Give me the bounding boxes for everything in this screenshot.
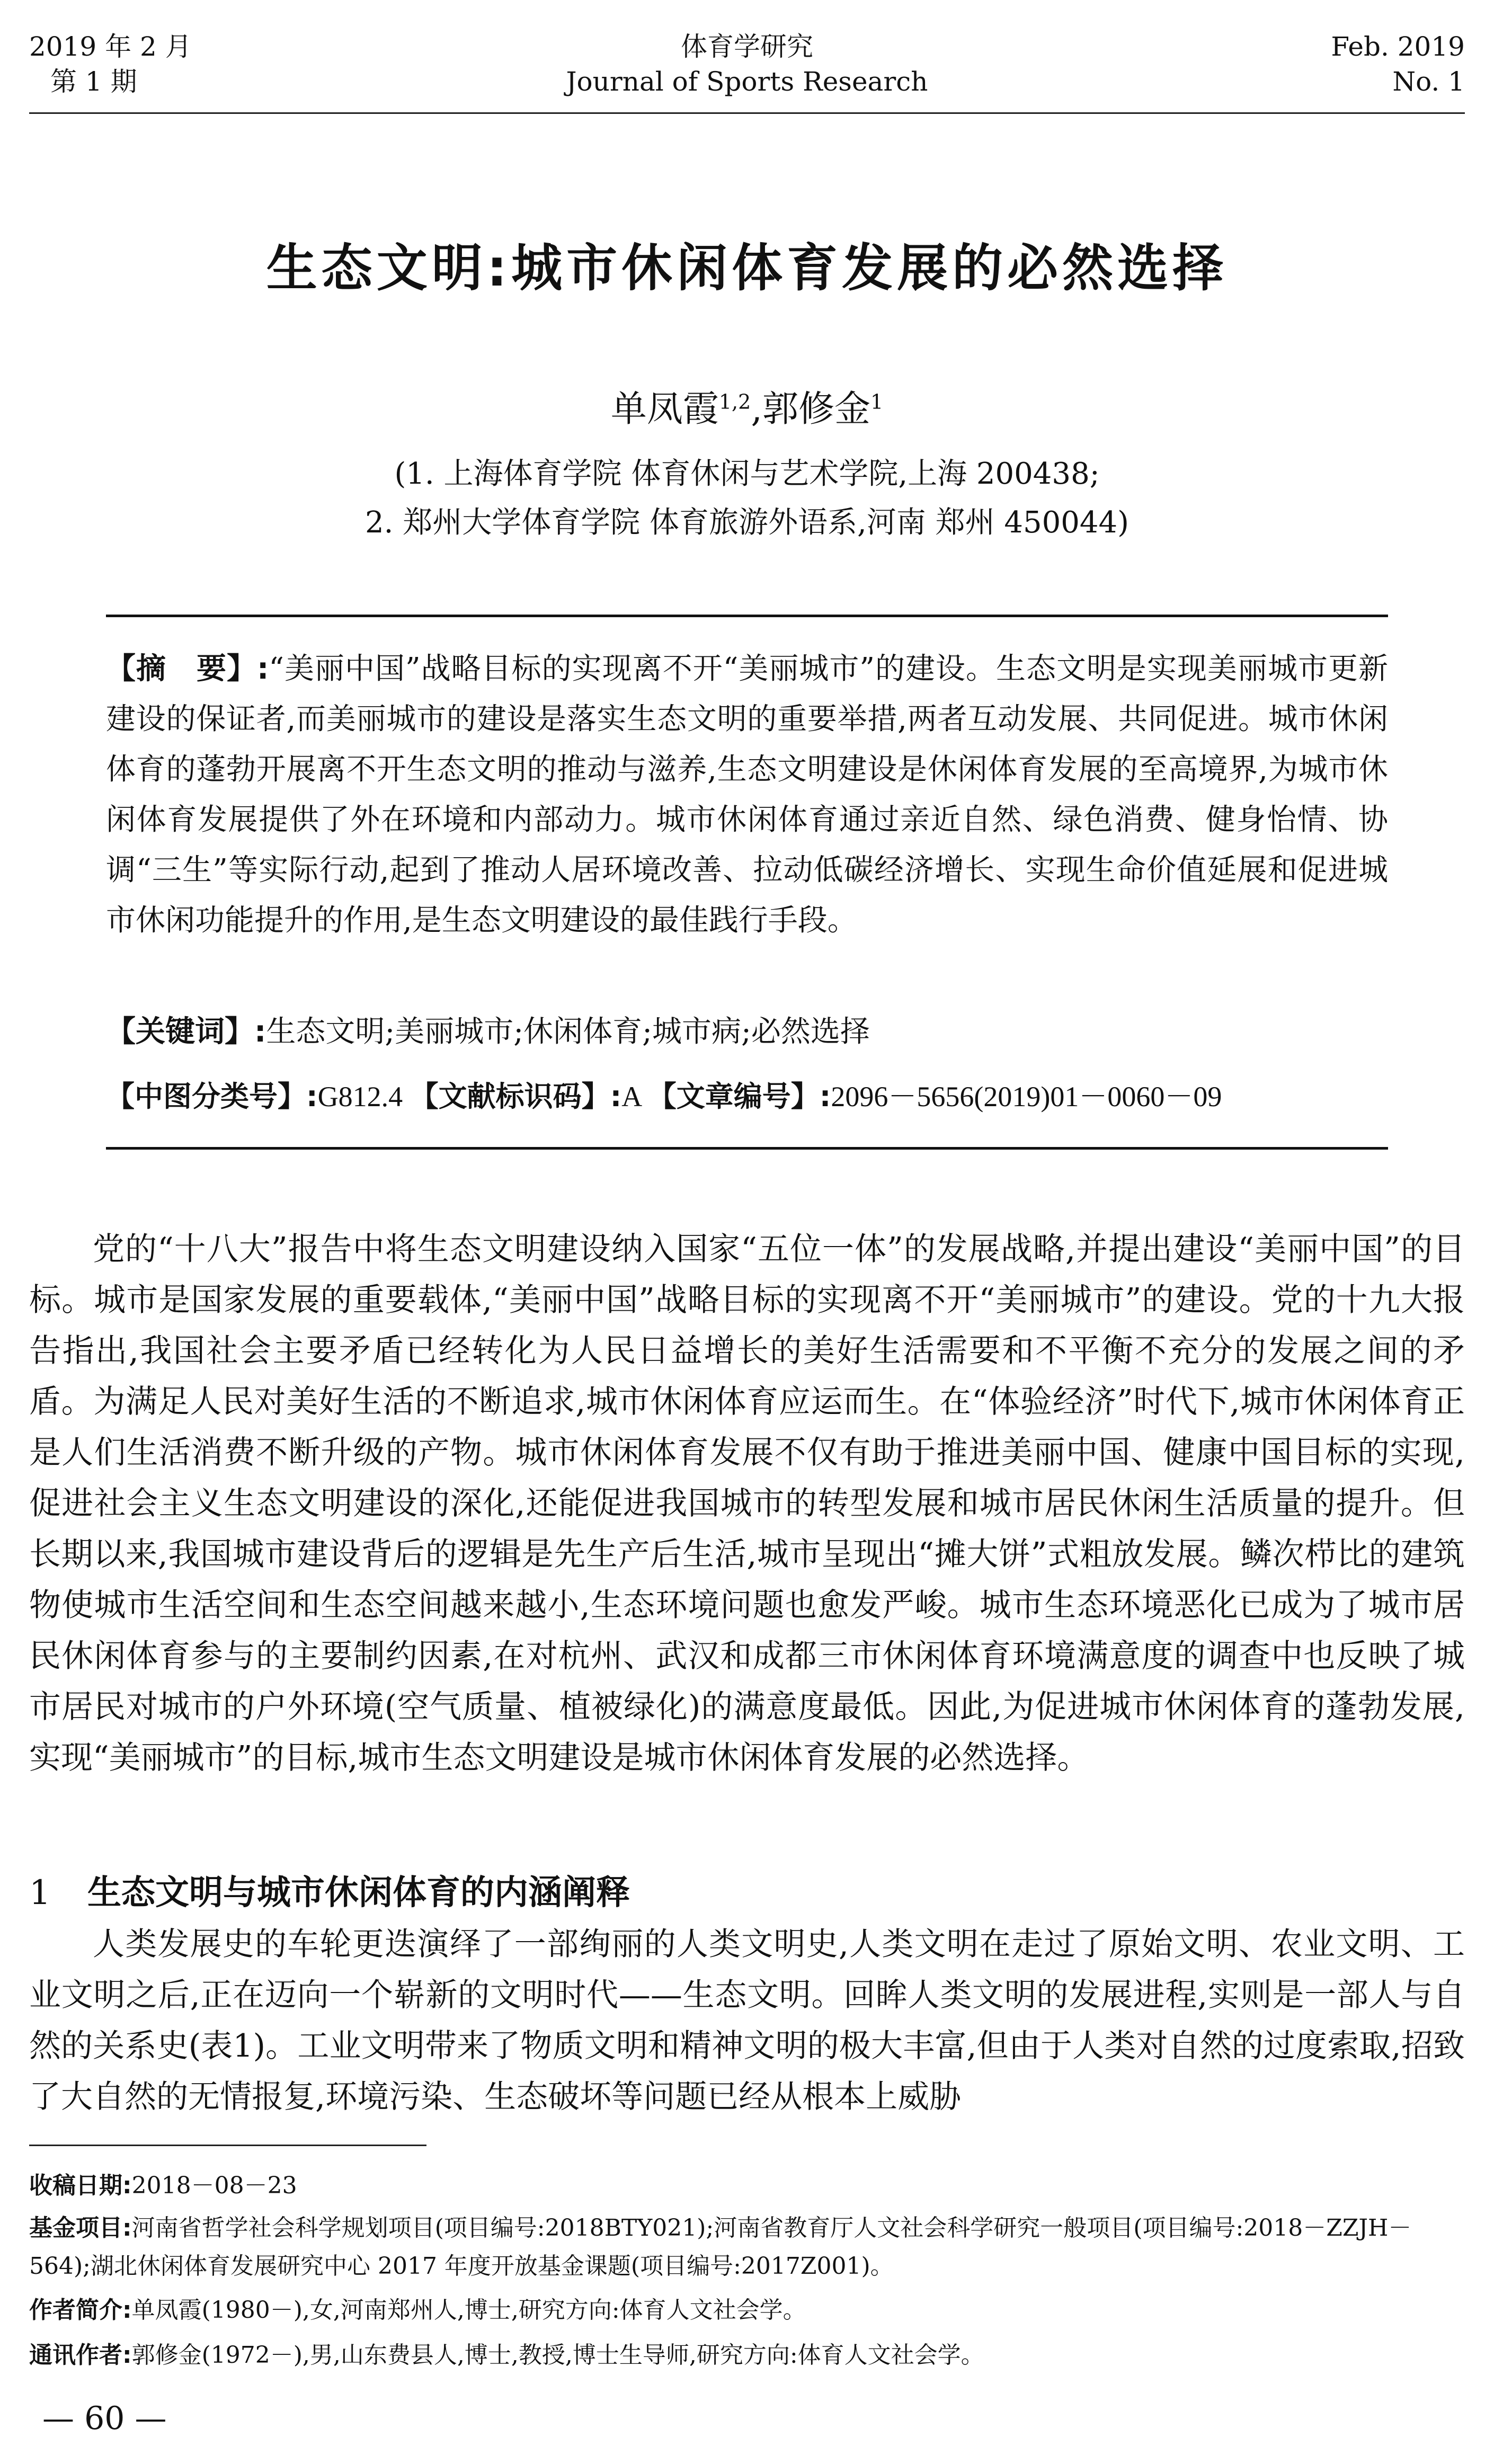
corresponding-text: 郭修金(1972－),男,山东费县人,博士,教授,博士生导师,研究方向:体育人文社会学。: [131, 2342, 984, 2369]
header-date-en: Feb. 2019: [1331, 31, 1465, 62]
article-no-value: 2096－5656(2019)01－0060－09: [831, 1081, 1222, 1113]
paper-title: 生态文明:城市休闲体育发展的必然选择: [266, 238, 1228, 298]
author-2-affil: 1: [870, 390, 884, 414]
author-1-affil: 1,2: [718, 390, 751, 414]
header-divider: [29, 112, 1465, 114]
classification-line: [106, 1075, 1388, 1118]
author-1: 单凤霞: [610, 388, 719, 430]
header-journal-en: Journal of Sports Research: [566, 66, 928, 97]
section-title: 生态文明与城市休闲体育的内涵阐释: [87, 1873, 630, 1913]
author-bio-label: 作者简介:: [29, 2297, 132, 2324]
clc-value: G812.4: [317, 1081, 403, 1113]
fund-text: 河南省哲学社会科学规划项目(项目编号:2018BTY021);河南省教育厅人文社会科学研究一般项目(项目编号:2018－ZZJH－564);湖北休闲体育发展研究中心 2017 年度开放基金课题(项目编号:2017Z001)。: [29, 2214, 1412, 2280]
abstract-label: 【摘 要】:: [106, 652, 269, 686]
keywords-text: 生态文明;美丽城市;休闲体育;城市病;必然选择: [266, 1015, 870, 1049]
affiliation-2: 2. 郑州大学体育学院 体育旅游外语系,河南 郑州 450044): [364, 505, 1130, 540]
body-paragraph-2: 人类发展史的车轮更迭演绎了一部绚丽的人类文明史,人类文明在走过了原始文明、农业文明、工业文明之后,正在迈向一个崭新的文明时代——生态文明。回眸人类文明的发展进程,实则是一部人与自然的关系史(表1)。工业文明带来了物质文明和精神文明的极大丰富,但由于人类对自然的过度索取,招致了大自然的无情报复,环境污染、生态破坏等问题已经从根本上威胁: [29, 1926, 1465, 2115]
section-heading-1: [29, 1867, 1465, 1918]
received-date: 2018－08－23: [131, 2172, 297, 2199]
footnote-divider: [29, 2145, 426, 2146]
abstract-text: “美丽中国”战略目标的实现离不开“美丽城市”的建设。生态文明是实现美丽城市更新建设的保证者,而美丽城市的建设是落实生态文明的重要举措,两者互动发展、共同促进。城市休闲体育的蓬勃开展离不开生态文明的推动与滋养,生态文明建设是休闲体育发展的至高境界,为城市休闲体育发展提供了外在环境和内部动力。城市休闲体育通过亲近自然、绿色消费、健身怡情、协调“三生”等实际行动,起到了推动人居环境改善、拉动低碳经济增长、实现生命价值延展和促进城市休闲功能提升的作用,是生态文明建设的最佳践行手段。: [106, 652, 1388, 938]
article-no-label: 【文章编号】:: [647, 1080, 831, 1113]
footnote-received: [29, 2167, 1465, 2205]
footnote-funding: [29, 2209, 1465, 2285]
doc-code-value: A: [621, 1081, 641, 1113]
author-2: 郭修金: [762, 388, 870, 430]
fund-label: 基金项目:: [29, 2214, 132, 2241]
received-label: 收稿日期:: [29, 2172, 132, 2199]
page-number: — 60 —: [42, 2400, 167, 2437]
header-center: [0, 29, 1494, 99]
header-journal-cn: 体育学研究: [681, 31, 813, 62]
footnote-author-bio: [29, 2291, 1465, 2329]
doc-code-label: 【文献标识码】:: [410, 1080, 622, 1113]
header-right: [1331, 29, 1465, 99]
footnote-corresponding: [29, 2336, 1465, 2374]
keywords: [106, 1007, 1388, 1057]
affiliation-1: (1. 上海体育学院 体育休闲与艺术学院,上海 200438;: [394, 457, 1100, 491]
header-issue-cn: 第 1 期: [50, 66, 137, 97]
corresponding-label: 通讯作者:: [29, 2342, 132, 2369]
keywords-label: 【关键词】:: [106, 1015, 266, 1049]
author-bio-text: 单凤霞(1980－),女,河南郑州人,博士,研究方向:体育人文社会学。: [131, 2297, 806, 2324]
abstract-top-rule: [106, 615, 1388, 617]
clc-label: 【中图分类号】:: [106, 1080, 318, 1113]
header-date-cn: 2019 年 2 月: [29, 31, 192, 62]
section-number: 1: [29, 1873, 51, 1913]
author-line: [0, 380, 1494, 432]
abstract-bottom-rule: [106, 1147, 1388, 1150]
body-paragraph-1: 党的“十八大”报告中将生态文明建设纳入国家“五位一体”的发展战略,并提出建设“美丽中国”的目标。城市是国家发展的重要载体,“美丽中国”战略目标的实现离不开“美丽城市”的建设。党的十九大报告指出,我国社会主要矛盾已经转化为人民日益增长的美好生活需要和不平衡不充分的发展之间的矛盾。为满足人民对美好生活的不断追求,城市休闲体育应运而生。在“体验经济”时代下,城市休闲体育正是人们生活消费不断升级的产物。城市休闲体育发展不仅有助于推进美丽中国、健康中国目标的实现,促进社会主义生态文明建设的深化,还能促进我国城市的转型发展和城市居民休闲生活质量的提升。但长期以来,我国城市建设背后的逻辑是先生产后生活,城市呈现出“摊大饼”式粗放发展。鳞次栉比的建筑物使城市生活空间和生态空间越来越小,生态环境问题也愈发严峻。城市生态环境恶化已成为了城市居民休闲体育参与的主要制约因素,在对杭州、武汉和成都三市休闲体育环境满意度的调查中也反映了城市居民对城市的户外环境(空气质量、植被绿化)的满意度最低。因此,为促进城市休闲体育的蓬勃发展,实现“美丽城市”的目标,城市生态文明建设是城市休闲体育发展的必然选择。: [29, 1231, 1465, 1776]
abstract: [106, 644, 1388, 946]
author-separator: ,: [751, 388, 762, 430]
header-issue-en: No. 1: [1392, 66, 1465, 97]
